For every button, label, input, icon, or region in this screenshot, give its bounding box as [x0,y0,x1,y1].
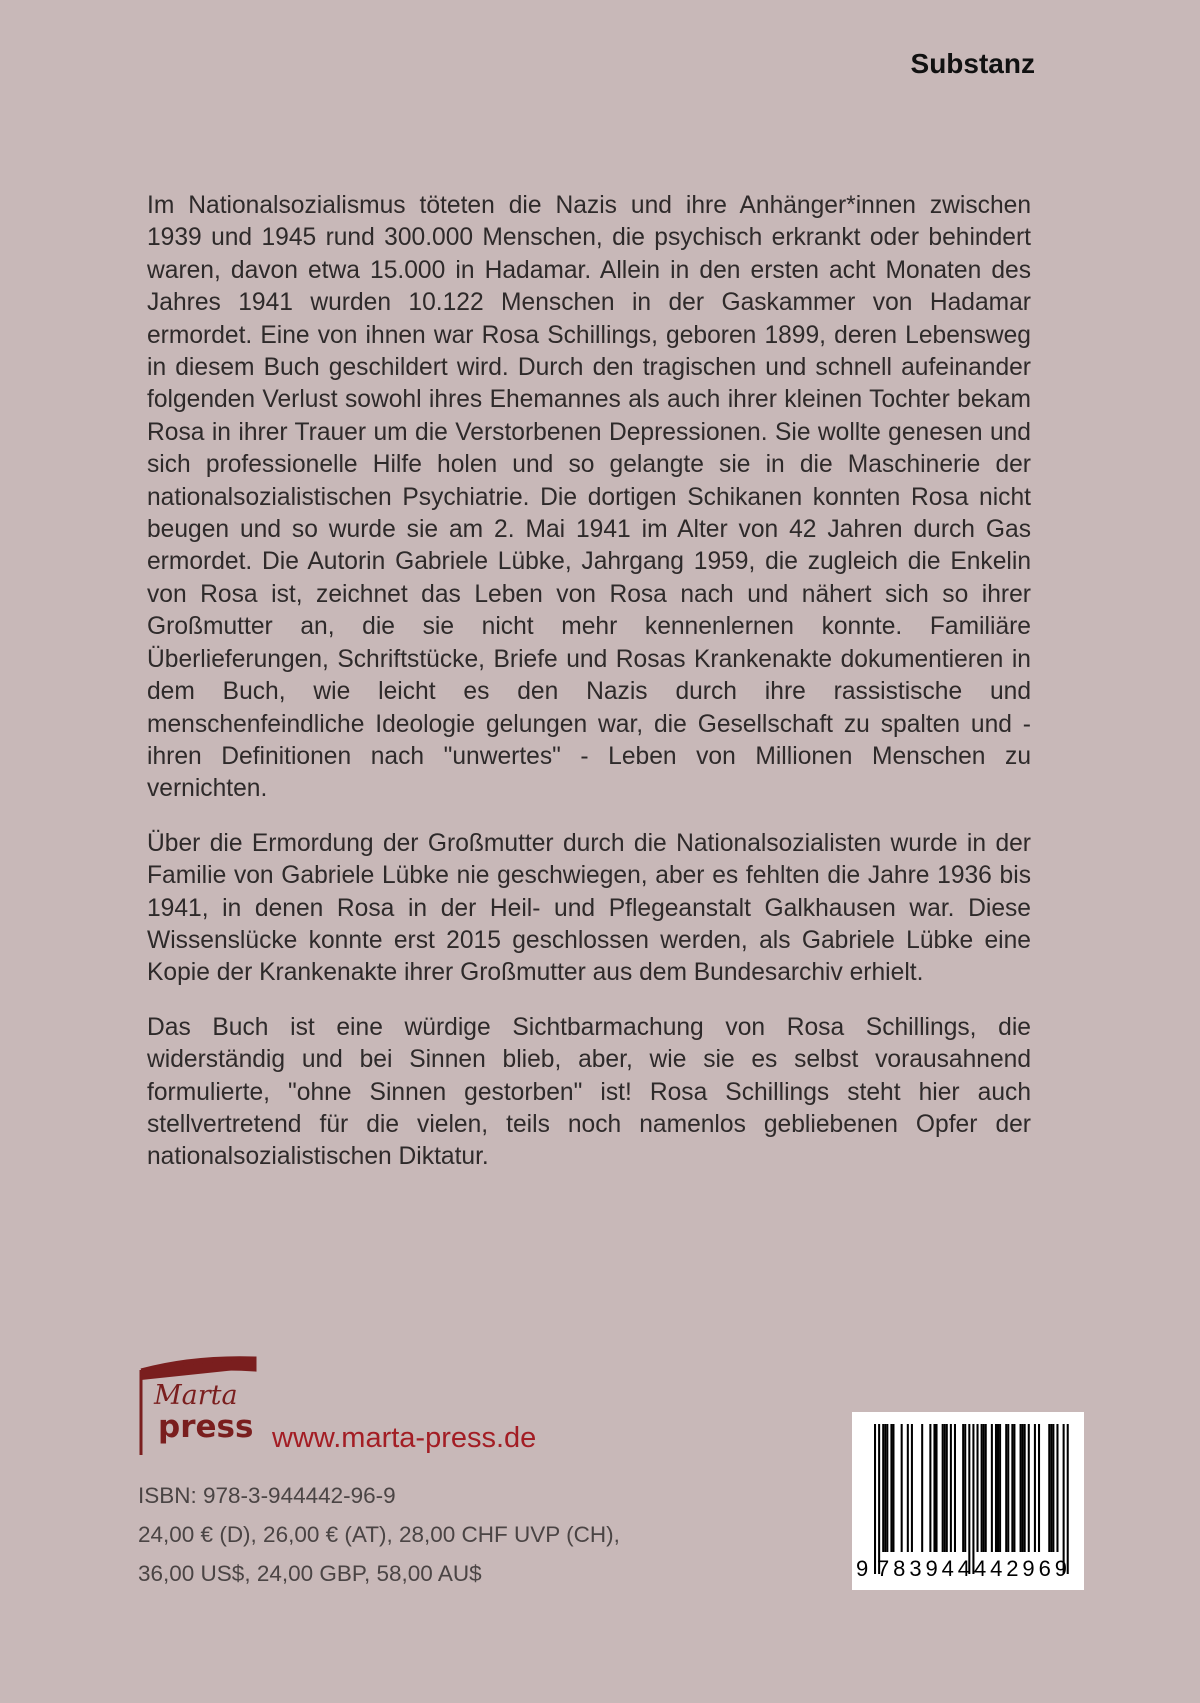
barcode-bar [1028,1424,1030,1552]
barcode-bar [946,1424,948,1552]
barcode-bar [942,1424,944,1552]
barcode-bar [1005,1424,1007,1552]
barcode-bar [968,1424,970,1574]
publisher-logo [138,1352,258,1457]
blurb-paragraph-1: Im Nationalsozialismus töteten die Nazis und ihre Anhänger*innen zwischen 1939 und 1945 rund 300.000 Menschen, die psychisch erkrankt oder behindert waren, davon etwa 15.000 in Hadamar. Allein in den ersten acht Monaten des Jahres 1941 wurden 10.122 Menschen in der Gaskammer von Hadamar ermordet. Eine von ihnen war Rosa Schillings, geboren 1899, deren Lebensweg in diesem Buch geschildert wird. Durch den tragischen und schnell aufeinander folgenden Verlust sowohl ihres Ehemannes als auch ihrer kleinen Tochter bekam Rosa in ihrer Trauer um die Verstorbenen Depressionen. Sie wollte genesen und sich professionelle Hilfe holen und so gelangte sie in die Maschinerie der nationalsozialistischen Psychiatrie. Die dortigen Schikanen konnten Rosa nicht beugen und so wurde sie am 2. Mai 1941 im Alter von 42 Jahren durch Gas ermordet. Die Autorin Gabriele Lübke, Jahrgang 1959, die zugleich die Enkelin von Rosa ist, zeichnet das Leben von Rosa nach und nähert sich so ihrer Großmutter an, die sie nicht mehr kennenlernen konnte. Familiäre Überlieferungen, Schriftstücke, Briefe und Rosas Krankenakte dokumentieren in dem Buch, wie leicht es den Nazis durch ihre rassistische und menschenfeindliche Ideologie gelungen war, die Gesellschaft zu spalten und - ihren Definitionen nach "unwertes" - Leben von Millionen Menschen zu vernichten. [147,192,1031,803]
isbn: ISBN: 978-3-944442-96-9 [138,1483,396,1508]
barcode-bar [933,1424,935,1552]
barcode-bar [981,1424,983,1552]
publisher-url[interactable]: www.marta-press.de [272,1422,537,1454]
barcode-bar [1056,1424,1058,1552]
barcode-bar [999,1424,1001,1552]
barcode-first-digit: 9 [856,1556,869,1581]
price-line-1: 24,00 € (D), 26,00 € (AT), 28,00 CHF UVP (CH), [138,1522,620,1547]
barcode-bar [983,1424,985,1552]
barcode-bar [878,1424,880,1574]
barcode-bar [954,1424,956,1552]
barcode-bar [1052,1424,1054,1552]
barcode-bar [892,1424,894,1552]
barcode-bar [985,1424,987,1552]
logo-marta-text: Marta [154,1380,238,1411]
barcode-bar [1013,1424,1015,1552]
barcode-bar [911,1424,913,1552]
barcode-bar [950,1424,952,1552]
barcode-bar [1048,1424,1050,1552]
book-meta [138,1476,620,1593]
barcode-bar [886,1424,888,1552]
barcode-bar [921,1424,923,1552]
barcode-bar [1038,1424,1040,1552]
barcode-bar [1007,1424,1009,1552]
barcode-bar [936,1424,938,1552]
barcode-bar [907,1424,909,1552]
barcode-bar [991,1424,993,1552]
barcode-bar [882,1424,884,1552]
barcode-digits: 783944442969 [877,1556,1067,1581]
barcode-bar [977,1424,979,1552]
barcode-bar [1020,1424,1022,1552]
barcode-bar [1022,1424,1024,1552]
series-tag: Substanz [910,48,1035,79]
barcode-bar [884,1424,886,1552]
barcode-bar [1063,1424,1065,1574]
barcode-bar [995,1424,997,1552]
barcode-bars [874,1424,1069,1574]
barcode-bar [1050,1424,1052,1552]
barcode-bar [972,1424,974,1574]
isbn-barcode [852,1412,1084,1590]
barcode-bar [964,1424,966,1552]
barcode-bar [1024,1424,1026,1552]
barcode-bar [1011,1424,1013,1552]
blurb-paragraph-2: Über die Ermordung der Großmutter durch die Nationalsozialisten wurde in der Familie von Gabriele Lübke nie geschwiegen, aber es fehlten die Jahre 1936 bis 1941, in denen Rosa in der Heil- und Pflegeanstalt Galkhausen war. Diese Wissenslücke konnte erst 2015 geschlossen werden, als Gabriele Lübke eine Kopie der Krankenakte ihrer Großmutter aus dem Bundesarchiv erhielt. [147,829,1031,987]
blurb-paragraph-3: Das Buch ist eine würdige Sichtbarmachung von Rosa Schillings, die widerständig und bei Sinnen blieb, aber, wie sie es selbst vorausahnend formulierte, "ohne Sinnen gestorben" ist! Rosa Schillings steht hier auch stellvertretend für die vielen, teils noch namenlos gebliebenen Opfer der nationalsozialistischen Diktatur. [147,1013,1031,1171]
barcode-bar [890,1424,892,1552]
blurb-text [147,190,1031,1196]
price-line-2: 36,00 US$, 24,00 GBP, 58,00 AU$ [138,1561,482,1586]
barcode-bar [962,1424,964,1552]
barcode-bar [929,1424,931,1552]
logo-press-text: press [158,1409,254,1445]
barcode-bar [1067,1424,1069,1574]
barcode-bar [997,1424,999,1552]
barcode-bar [944,1424,946,1552]
barcode-bar [901,1424,903,1552]
barcode-bar [874,1424,876,1574]
barcode-bar [1034,1424,1036,1552]
